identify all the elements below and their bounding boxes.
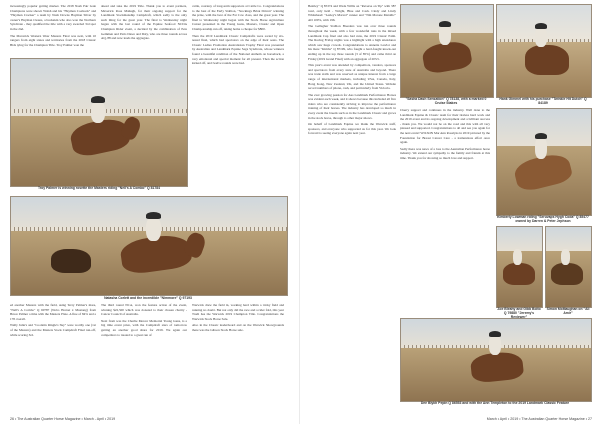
left-col2-bottom — [101, 303, 187, 411]
left-col1-bottom-para2: Wally Julie's and "Coolatin Ringle's Sky" were worthy one (1st of the Masters) and the Masters Stock Campdraft Final run-off, while scoring 3rd. — [10, 323, 96, 337]
left-col2-bottom-para2: Next from was the Charlie Mercer Memorial Young Guns, is a big time event prize, with the Campdraft stars of tomorrow getting an another good share for 2019. We again our competitors to treated to a great run of — [101, 318, 187, 337]
photo-kimberly-lowman — [496, 108, 592, 216]
left-col1-top-para1: increasingly popular getting market. The 2018 Nash Pair Gale Champions were shown Walsh and his "Hayman Coalsack" and "Hayman Cracker" a team by Nash Downs Hayman Silver by owner's Hayman Cleans, a buckskin who also won the Northern Syndicate - they qualified the title with a very awarded 3rd spot in the 2nd. — [10, 4, 96, 31]
left-col1-bottom-para1: ed another Masters with the field, using Terry Palmer's mare, "Nell's A Combo" Q 60787 (Nobo Hornet x Mustang) from Bruce Palmer a time with the Masters Plate. A fine of 84% and a 178 overall. — [10, 303, 96, 321]
right-col2-para2: Sadly there was news of a loss to the Australian Performance horse industry. We extend our sympathy to the family and friends at this time. Thank you for showing so much love and support. — [400, 146, 490, 160]
left-col3-top-para2: Then the 2019 Landmark Classic Campdrafts were sorted by six-tested final, which had spectators on the edge of their seats. The Classic Ladies Promotion Australasian Trophy Final was presented by Australian and Landmark Equine Saga Syndicate, whose winners found a beautiful rendition of the National Anthem on horseback, a very emotional and special moment for all present. Then the action kicked off, and twelve rounds were had. — [192, 33, 284, 66]
footer-right: March • April • 2019 • The Australian Quarter Horse Magazine • 27 — [486, 417, 592, 421]
left-col3-bottom-para1: Warwick drew the field in, working hard within a tricky field and running no doubt. But not only did the race and a rider fold, this year Trudi has the Warwick 2019 Champion Title. Congratulations the Warwick Stock Horse Sale. — [192, 303, 284, 321]
right-page — [300, 0, 600, 424]
right-col1-para5: On behalf of Landmark Equine we thank the Warwick staff, sponsors, and everyone who supported us for this year. We look forward to seeing everyone again next year. — [308, 122, 396, 136]
caption-dee-blykh: Dee Blykh Pepin Q 86553 and with the Ann Templeton to the 2019 Landmark Classic Feature — [420, 401, 570, 405]
right-col2 — [400, 108, 490, 316]
left-col2-bottom-para1: The third round NCA, won the feature action of the event, winning $22,500 which was donated to their chosen charity - Cancer Council of Australia. — [101, 303, 187, 317]
caption-natasha-corlett: Natasha Corlett and the incredible "Nimmore" Q 97193 — [104, 296, 192, 300]
right-col1-para3: This year's event was attended by competitors, vendors, sponsors and spectators from every state of Australia and beyond. There was trade stalls and was reserved as unique interest from a large range of international markets, including USA, Canada, Italy, Hong Kong, New Zealand, UK, and the United States. Website record numbers of phone, cash, and particularly from Victoria. — [308, 63, 396, 91]
left-col3-bottom — [192, 303, 284, 411]
right-col2-para1: Cherry support and continues in the industry. Well done to the Landmark Equine & Classic team for their tireless hard work and the 2019 event and its ongoing development and a brilliant success - thank you. We would not be on the road and this with all very pleased and supported. Congratulations to all and see you again for the next event! WILSON Mar Ann Rosslyns in 2019 pictured by the Foundation for Breast Cancer Care - a tremendous effort once again. — [400, 108, 490, 145]
photo-simon-mcmaughan — [545, 226, 592, 308]
caption-hank-gimmel: Hank Gimmel with his purchase "Twinkle Hit Dutch" Q 84189 — [499, 97, 587, 106]
photo-troy-palmer — [10, 58, 188, 187]
right-col1 — [308, 4, 396, 412]
left-col2-top — [101, 4, 187, 58]
left-col3-top-para1: cattle, courtesy of long-term supporters at Cattle Co. Congratulations to the best of the Early Stallion, "Stockings Brisk Driven" winning the prize, with the best of the Fat Cow class, and the great year. The final to Wednesday night began with the Stock Horse Agriculture Cutout presented in the Young Guns, Masters, Classic and Open Champ-ionship run off, taking home a cheque for $800. — [192, 4, 284, 31]
right-col1-para1: Bentley" Q 85374 and Wade Willis on "Reverse on Tip" with 387 total, only held - Wright, Blue and Cash. Cindy and Lindy Whitehead: "Lesley's Marvel" runner and "Tim Marone Metallic" AD 100%, with 196. — [308, 4, 396, 22]
caption-simon-mcmaughan: Simon McMaughan on "Ali Amir" — [546, 307, 590, 316]
photo-natasha-corlett — [10, 196, 288, 296]
left-col3-top — [192, 4, 284, 189]
left-col1-top — [10, 4, 96, 58]
photo-zoe-bleahy — [496, 226, 543, 308]
left-col1-top-para2: The Maverick Western Wear Masters Final was next, with 10 rangers from eight states and territories from the 2018 Classic Bids tying for the Champion Title. Troy Palmer won the — [10, 33, 96, 47]
caption-kimberly-lowman: Kimberly Lowman riding "Seruvaps Hygh Coda" Q 85477 owned by Darren & Peter Jephson — [497, 215, 589, 224]
caption-sasha-dash: "Sasha Dash Sensation" Q 78138, with a marked 0 Cruise Stakes — [405, 97, 487, 106]
photo-sasha-dash — [400, 4, 494, 98]
caption-zoe-bleahy: Zoe Bleahy and Gibb Bolto Q 79880 "Jeremy's Reviewer" — [497, 307, 541, 320]
right-col1-para4: The ever growing passion for Aus Landmark Performance Horses was evident each week, and it shows because this included all five riders who are consistently striving to improve the performance training of their horses. The industry has developed so much in every event the breeds such as in the Landmark Classic and grows in the stock horse, through to other major shows. — [308, 92, 396, 120]
caption-troy-palmer: Troy Palmer is winning rosette the Masters riding "Nell's A Combo" Q 81784 — [37, 186, 161, 190]
photo-hank-gimmel — [496, 4, 592, 98]
right-col1-para2: The Gallagher Stallion Breeders was run over three rounds throughout the week, with a few wonderful runs in the mixed Landmark Cup final and also had runs, the 2019 Classic Palm. The Racing Friday nights was a highlight with a high attendance which saw huge crowds. Congratulations to Annette Lawlor and his mare "Kimba" Q 87199, who fought a hard-fought knock-out ending up in the top three rounds (3 of 85%) and came third on Friday (2019 Grand Final) with an aggregate of 203.5. — [308, 24, 396, 61]
left-col1-bottom — [10, 303, 96, 411]
left-col3-bottom-para2: Also in the Classic leaderboard and on the Warwick Showgrounds there was the Gibson Stock Horse sale. — [192, 323, 284, 332]
footer-left: 26 • The Australian Quarter Horse Magazine • March - April • 2019 — [10, 417, 116, 421]
photo-dee-blykh — [400, 318, 592, 402]
left-col2-top-para: ahead and take the 2019 Title. Thank you to event partners, Maverick Ross Mahugh, for their ongoing support for the Landmark Stockmanship Campdraft, which sadly is the only such thing for the great year. The final to Wednesday night began with the last round of the Equine Seafood NCDA Champion Rider event, a decided by the combination of Peta Gemmen and Paris Dawe and Daly, who are three rounds across AQ, 88 and now leads the aggregate. — [101, 4, 187, 41]
